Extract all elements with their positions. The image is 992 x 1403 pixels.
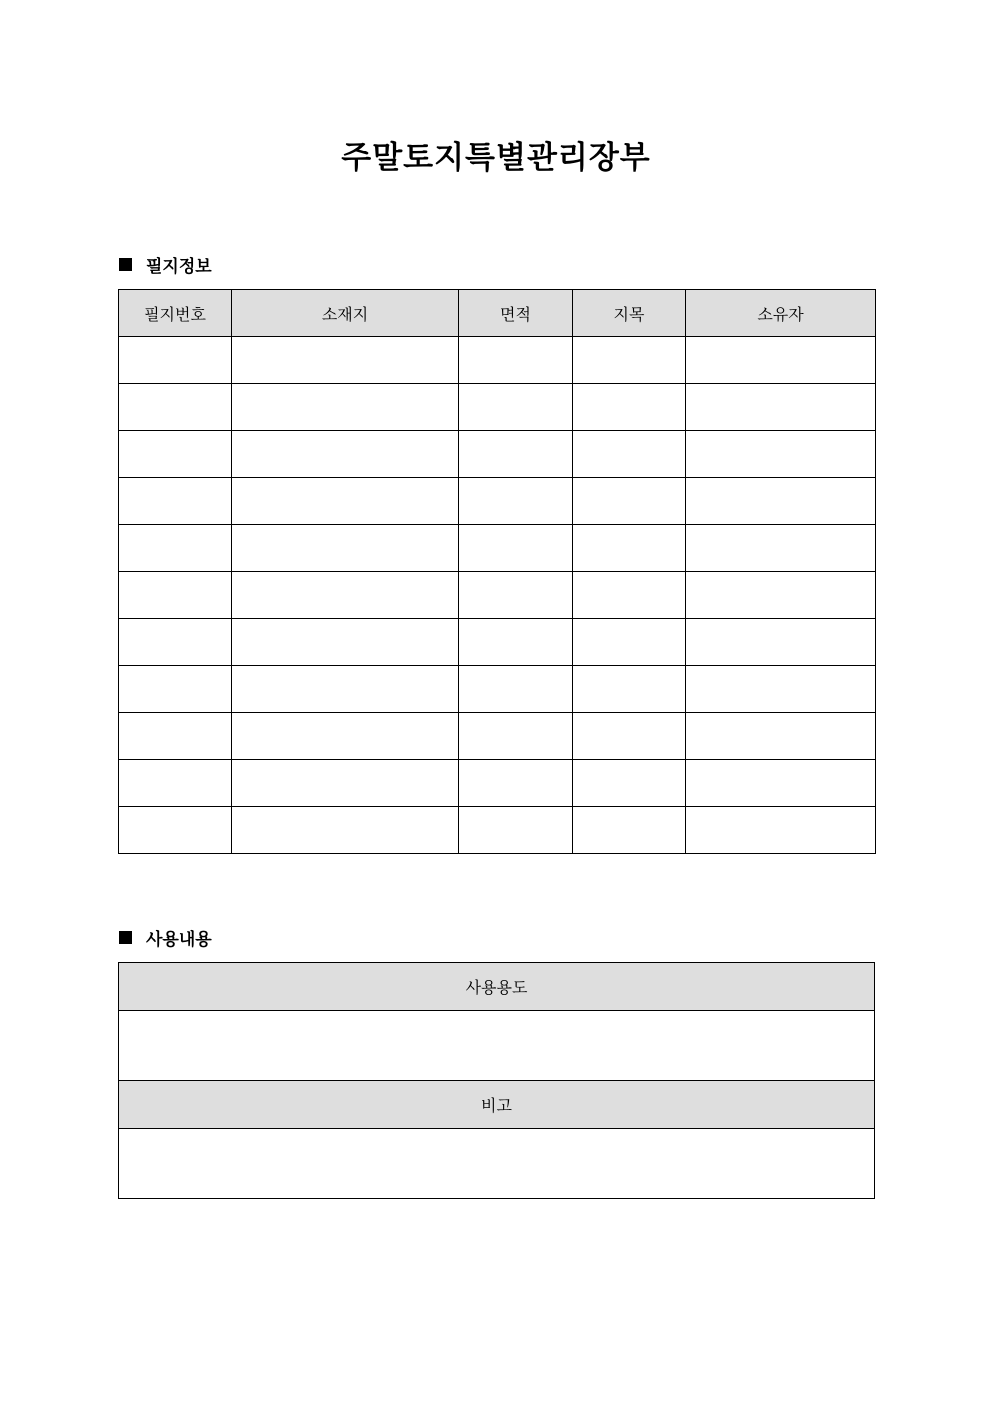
area-cell[interactable] [459, 384, 573, 431]
usage-section-title: 사용내용 [146, 929, 212, 950]
owner-cell[interactable] [686, 478, 876, 525]
owner-cell[interactable] [686, 807, 876, 854]
table-row [119, 572, 876, 619]
table-row [119, 760, 876, 807]
owner-cell[interactable] [686, 619, 876, 666]
usage-purpose-row [119, 1011, 875, 1081]
location-cell[interactable] [232, 807, 459, 854]
area-cell[interactable] [459, 807, 573, 854]
land-category-cell[interactable] [573, 525, 686, 572]
square-bullet-icon [119, 258, 132, 271]
parcel-number-cell[interactable] [119, 713, 232, 760]
location-cell[interactable] [232, 572, 459, 619]
parcel-number-cell[interactable] [119, 525, 232, 572]
usage-section-heading [119, 925, 212, 949]
location-cell[interactable] [232, 760, 459, 807]
usage-table [118, 962, 875, 1199]
parcel-number-cell[interactable] [119, 619, 232, 666]
parcel-number-cell[interactable] [119, 807, 232, 854]
area-cell[interactable] [459, 619, 573, 666]
owner-cell[interactable] [686, 384, 876, 431]
table-row [119, 384, 876, 431]
land-category-cell[interactable] [573, 760, 686, 807]
location-cell[interactable] [232, 666, 459, 713]
owner-cell[interactable] [686, 431, 876, 478]
area-cell[interactable] [459, 572, 573, 619]
column-header-area: 면적 [459, 290, 573, 337]
location-cell[interactable] [232, 431, 459, 478]
land-category-cell[interactable] [573, 619, 686, 666]
remarks-row [119, 1129, 875, 1199]
location-cell[interactable] [232, 478, 459, 525]
table-row [119, 337, 876, 384]
table-row [119, 478, 876, 525]
column-header-land-category: 지목 [573, 290, 686, 337]
parcel-section-heading [119, 252, 212, 276]
table-row [119, 807, 876, 854]
table-row [119, 525, 876, 572]
area-cell[interactable] [459, 525, 573, 572]
page-title: 주말토지특별관리장부 [341, 140, 651, 176]
parcel-table-header-row [119, 290, 876, 337]
remarks-cell[interactable] [119, 1129, 875, 1199]
usage-purpose-cell[interactable] [119, 1011, 875, 1081]
location-cell[interactable] [232, 384, 459, 431]
parcel-table [118, 289, 876, 854]
parcel-number-cell[interactable] [119, 666, 232, 713]
location-cell[interactable] [232, 337, 459, 384]
table-row [119, 713, 876, 760]
owner-cell[interactable] [686, 337, 876, 384]
owner-cell[interactable] [686, 713, 876, 760]
parcel-number-cell[interactable] [119, 384, 232, 431]
usage-purpose-header-row [119, 963, 875, 1011]
parcel-number-cell[interactable] [119, 760, 232, 807]
owner-cell[interactable] [686, 572, 876, 619]
table-row [119, 666, 876, 713]
table-row [119, 431, 876, 478]
land-category-cell[interactable] [573, 572, 686, 619]
area-cell[interactable] [459, 478, 573, 525]
location-cell[interactable] [232, 525, 459, 572]
location-cell[interactable] [232, 713, 459, 760]
area-cell[interactable] [459, 713, 573, 760]
land-category-cell[interactable] [573, 337, 686, 384]
location-cell[interactable] [232, 619, 459, 666]
area-cell[interactable] [459, 337, 573, 384]
land-category-cell[interactable] [573, 431, 686, 478]
remarks-label: 비고 [119, 1081, 875, 1129]
land-category-cell[interactable] [573, 478, 686, 525]
column-header-owner: 소유자 [686, 290, 876, 337]
land-category-cell[interactable] [573, 666, 686, 713]
parcel-number-cell[interactable] [119, 572, 232, 619]
area-cell[interactable] [459, 431, 573, 478]
parcel-number-cell[interactable] [119, 337, 232, 384]
area-cell[interactable] [459, 666, 573, 713]
land-category-cell[interactable] [573, 807, 686, 854]
column-header-parcel-number: 필지번호 [119, 290, 232, 337]
table-row [119, 619, 876, 666]
parcel-number-cell[interactable] [119, 431, 232, 478]
column-header-location: 소재지 [232, 290, 459, 337]
parcel-section-title: 필지정보 [146, 256, 212, 277]
parcel-number-cell[interactable] [119, 478, 232, 525]
owner-cell[interactable] [686, 666, 876, 713]
land-category-cell[interactable] [573, 384, 686, 431]
land-category-cell[interactable] [573, 713, 686, 760]
square-bullet-icon [119, 931, 132, 944]
owner-cell[interactable] [686, 525, 876, 572]
owner-cell[interactable] [686, 760, 876, 807]
area-cell[interactable] [459, 760, 573, 807]
usage-purpose-label: 사용용도 [119, 963, 875, 1011]
remarks-header-row [119, 1081, 875, 1129]
